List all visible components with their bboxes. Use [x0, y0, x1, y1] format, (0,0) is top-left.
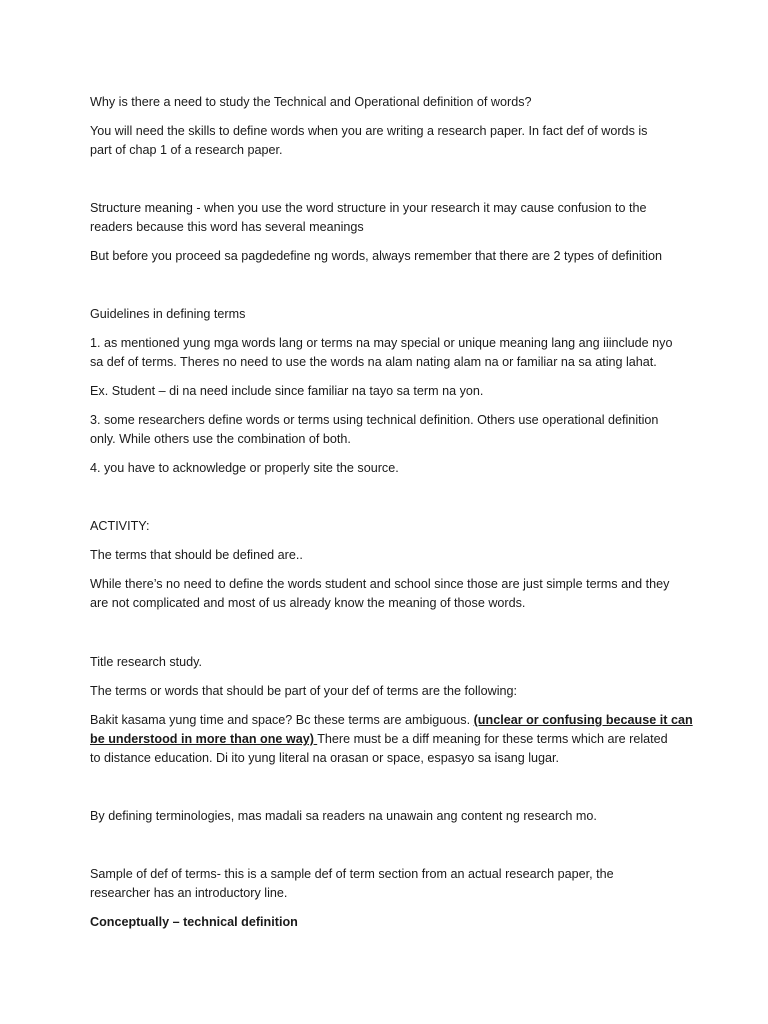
paragraph-skills-line-2: part of chap 1 of a research paper. — [90, 143, 283, 157]
paragraph-terms-following: The terms or words that should be part of your def of terms are the following: — [90, 684, 517, 698]
heading-guidelines: Guidelines in defining terms — [90, 307, 246, 321]
ambiguous-plain-text-cont: There must be a diff meaning for these terms which are related — [317, 732, 668, 746]
paragraph-structure-line-2: readers because this word has several meanings — [90, 220, 364, 234]
ambiguous-emphasis-text: (unclear or confusing because it can — [473, 713, 693, 727]
paragraph-types-of-definition: But before you proceed sa pagdedefine ng words, always remember that there are 2 types of definition — [90, 249, 662, 263]
paragraph-sample-line-1: Sample of def of terms- this is a sample def of term section from an actual research paper, the — [90, 867, 614, 881]
paragraph-no-need-line-2: are not complicated and most of us already know the meaning of those words. — [90, 596, 526, 610]
paragraph-skills-line-1: You will need the skills to define words when you are writing a research paper. In fact def of words is — [90, 124, 648, 138]
example-student: Ex. Student – di na need include since familiar na tayo sa term na yon. — [90, 384, 484, 398]
paragraph-terms-defined: The terms that should be defined are.. — [90, 548, 303, 562]
guideline-3-line-2: only. While others use the combination of both. — [90, 432, 351, 446]
paragraph-sample-line-2: researcher has an introductory line. — [90, 886, 288, 900]
guideline-1-line-1: 1. as mentioned yung mga words lang or terms na may special or unique meaning lang ang iiinclude nyo — [90, 336, 673, 350]
ambiguous-plain-text: Bakit kasama yung time and space? Bc these terms are ambiguous. — [90, 713, 474, 727]
paragraph-ambiguous-line-1 — [90, 711, 693, 730]
paragraph-no-need-line-1: While there’s no need to define the words student and school since those are just simple terms and they — [90, 577, 670, 591]
guideline-3-line-1: 3. some researchers define words or terms using technical definition. Others use operational definition — [90, 413, 659, 427]
heading-activity: ACTIVITY: — [90, 519, 150, 533]
heading-conceptually: Conceptually – technical definition — [90, 915, 298, 929]
paragraph-ambiguous-line-3: to distance education. Di ito yung literal na orasan or space, espasyo sa isang lugar. — [90, 751, 560, 765]
paragraph-structure-line-1: Structure meaning - when you use the word structure in your research it may cause confusion to the — [90, 201, 647, 215]
ambiguous-emphasis-text-cont: be understood in more than one way) — [90, 732, 314, 746]
paragraph-question: Why is there a need to study the Technical and Operational definition of words? — [90, 95, 532, 109]
paragraph-defining-terminologies: By defining terminologies, mas madali sa readers na unawain ang content ng research mo. — [90, 809, 597, 823]
guideline-1-line-2: sa def of terms. Theres no need to use the words na alam nating alam na or familiar na sa ating lahat. — [90, 355, 657, 369]
paragraph-ambiguous-line-2 — [90, 730, 690, 749]
guideline-4: 4. you have to acknowledge or properly site the source. — [90, 461, 399, 475]
paragraph-title-research: Title research study. — [90, 655, 202, 669]
